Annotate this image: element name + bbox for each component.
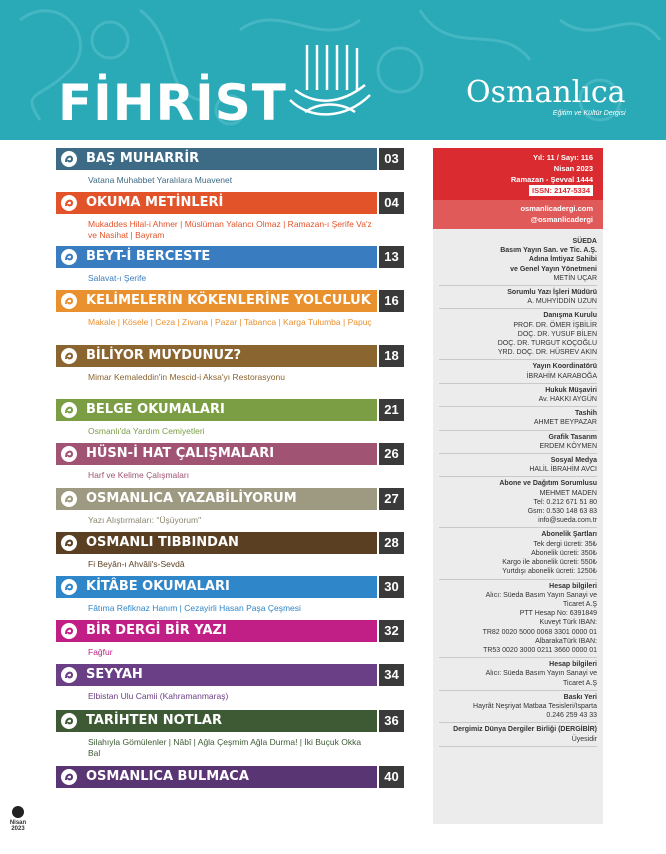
credit-value: Av. HAKKI AYGÜN xyxy=(538,396,597,404)
credit-label: Abone ve Dağıtım Sorumlusu xyxy=(499,480,597,488)
credit-value: Tek dergi ücreti: 35₺ Abonelik ücreti: 350₺ Kargo ile abonelik ücreti: 550₺ Yurtdışı abonelik ücreti: 1250₺ xyxy=(502,540,597,576)
credit-block xyxy=(439,309,597,360)
credit-label: Sosyal Medya xyxy=(550,457,597,465)
credit-label: Baskı Yeri xyxy=(563,693,597,701)
footer-issue-mark xyxy=(3,806,33,832)
toc-section-bar xyxy=(56,246,404,268)
section-subtitle: Fâtıma Refiknaz Hanım | Cezayirli Hasan Paşa Çeşmesi xyxy=(88,603,301,613)
credit-label: Dergimiz Dünya Dergiler Birliği (DERGİBİR) xyxy=(453,726,597,734)
issue-line: Nisan 2023 xyxy=(553,164,593,173)
credit-label: SÜEDA xyxy=(572,238,597,245)
toc-section-bar xyxy=(56,290,404,312)
brand-circle-icon xyxy=(61,446,77,462)
toc-entry[interactable] xyxy=(56,148,404,186)
section-title: BİLİYOR MUYDUNUZ? xyxy=(86,348,242,363)
brand-circle-icon xyxy=(61,579,77,595)
page-number: 27 xyxy=(379,488,404,510)
social-links xyxy=(433,200,603,229)
page-number: 36 xyxy=(379,710,404,732)
issue-line: Ramazan - Şevval 1444 xyxy=(510,175,593,184)
credit-value: Alıcı: Süeda Basım Yayın Sanayi ve Ticaret A.Ş xyxy=(485,670,597,687)
toc-entry[interactable] xyxy=(56,576,404,614)
toc-section-bar xyxy=(56,148,404,170)
toc-section-bar xyxy=(56,766,404,788)
brand-circle-icon xyxy=(61,535,77,551)
section-title: BEYT-İ BERCESTE xyxy=(86,249,211,264)
credit-label: Abonelik Şartları xyxy=(541,531,597,539)
section-subtitle: Silahıyla Gömülenler | Nâbî | Ağla Çeşmim Ağla Durma! | İki Buçuk Okka Bal xyxy=(88,737,362,758)
masthead-panel xyxy=(433,148,603,824)
section-subtitle: Fağfur xyxy=(88,647,113,657)
toc-entry[interactable] xyxy=(56,710,404,759)
section-title: KİTÂBE OKUMALARI xyxy=(86,579,230,594)
toc-section-bar xyxy=(56,620,404,642)
credit-block xyxy=(439,407,597,430)
brand-circle-icon xyxy=(61,713,77,729)
toc-entry[interactable] xyxy=(56,192,404,241)
page-number: 30 xyxy=(379,576,404,598)
website-link[interactable]: osmanlicadergi.com xyxy=(520,204,593,213)
toc-entry[interactable] xyxy=(56,620,404,658)
brand-circle-icon xyxy=(61,667,77,683)
page-number: 18 xyxy=(379,345,404,367)
section-title: HÜSN-İ HAT ÇALIŞMALARI xyxy=(86,446,275,461)
credit-label: Yayın Koordinatörü xyxy=(532,363,597,371)
toc-entry[interactable] xyxy=(56,246,404,284)
brand-logo xyxy=(466,75,626,117)
masthead-credits xyxy=(433,229,603,747)
credit-value: MEHMET MADEN Tel: 0.212 671 51 80 Gsm: 0.530 148 63 83 info@sueda.com.tr xyxy=(527,489,597,525)
section-title: SEYYAH xyxy=(86,667,143,682)
brand-circle-icon xyxy=(61,151,77,167)
section-subtitle: Mukaddes Hilal-i Ahmer | Müslüman Yalancı Olmaz | Ramazan-ı Şerife Va'z ve Nasihat | Bayram xyxy=(88,219,372,240)
toc-entry[interactable] xyxy=(56,399,404,437)
section-title: BİR DERGİ BİR YAZI xyxy=(86,623,227,638)
credit-value: HALİL İBRAHİM AVCI xyxy=(529,466,597,474)
page-number: 26 xyxy=(379,443,404,465)
credit-label-line: ve Genel Yayın Yönetmeni xyxy=(510,265,597,273)
credit-value: Hayrât Neşriyat Matbaa Tesisleri/Isparta 0.246 259 43 33 xyxy=(473,702,597,720)
section-title: TARİHTEN NOTLAR xyxy=(86,713,222,728)
header-banner xyxy=(0,0,666,140)
credit-block xyxy=(439,580,597,659)
brand-circle-icon xyxy=(61,348,77,364)
credit-block xyxy=(439,477,597,528)
toc-section-bar xyxy=(56,443,404,465)
toc-section-bar xyxy=(56,664,404,686)
issue-line: Yıl: 11 / Sayı: 116 xyxy=(532,153,593,162)
page-number: 21 xyxy=(379,399,404,421)
section-title: OKUMA METİNLERİ xyxy=(86,195,224,210)
credit-block xyxy=(439,723,597,746)
section-subtitle: Salavat-ı Şerife xyxy=(88,273,147,283)
credit-value: PROF. DR. ÖMER İŞBİLİR DOÇ. DR. YUSUF BİLEN DOÇ. DR. TURGUT KOÇOĞLU YRD. DOÇ. DR. HÜSREV AKIN xyxy=(497,321,597,357)
credit-label: Sorumlu Yazı İşleri Müdürü xyxy=(507,289,597,297)
section-subtitle: Fi Beyân-ı Ahvâli's-Sevdâ xyxy=(88,559,185,569)
credit-value: A. MUHYİDDİN UZUN xyxy=(527,298,597,306)
page-number: 34 xyxy=(379,664,404,686)
section-subtitle: Osmanlı'da Yardım Cemiyetleri xyxy=(88,426,205,436)
credit-block xyxy=(439,431,597,454)
page-number: 03 xyxy=(379,148,404,170)
toc-entry[interactable] xyxy=(56,766,404,788)
toc-section-bar xyxy=(56,488,404,510)
social-handle[interactable]: @osmanlicadergi xyxy=(530,215,593,224)
logo-wordmark: Osmanlıca xyxy=(466,75,626,110)
page-number: 13 xyxy=(379,246,404,268)
footer-month: Nisan xyxy=(9,820,27,826)
toc-entry[interactable] xyxy=(56,443,404,481)
brand-circle-icon xyxy=(61,769,77,785)
logo-tagline: Eğitim ve Kültür Dergisi xyxy=(552,110,626,117)
toc-entry[interactable] xyxy=(56,345,404,383)
toc-entry[interactable] xyxy=(56,532,404,570)
toc-section-bar xyxy=(56,710,404,732)
footer-year: 2023 xyxy=(11,826,25,832)
section-title: OSMANLI TIBBINDAN xyxy=(86,535,239,550)
toc-section-bar xyxy=(56,192,404,214)
credit-label-line: Adına İmtiyaz Sahibi xyxy=(528,256,597,264)
credit-block xyxy=(439,691,597,724)
credit-value: METİN UÇAR xyxy=(553,274,597,282)
credit-block xyxy=(439,360,597,383)
toc-entry[interactable] xyxy=(56,664,404,702)
section-subtitle: Elbistan Ulu Camii (Kahramanmaraş) xyxy=(88,691,229,701)
credit-block xyxy=(439,658,597,691)
brand-circle-icon xyxy=(12,806,24,818)
credit-label: Grafik Tasarım xyxy=(548,433,597,441)
toc-entry[interactable] xyxy=(56,488,404,526)
credit-block xyxy=(439,528,597,579)
toc-entry[interactable] xyxy=(56,290,404,328)
section-title: OSMANLICA BULMACA xyxy=(86,769,249,784)
brand-circle-icon xyxy=(61,249,77,265)
page-title: FİHRİST xyxy=(58,74,287,132)
calligraphy-emblem xyxy=(285,40,375,125)
brand-circle-icon xyxy=(61,491,77,507)
toc-section-bar xyxy=(56,345,404,367)
credit-label: Hesap bilgileri xyxy=(549,582,597,590)
brand-circle-icon xyxy=(61,402,77,418)
page-number: 28 xyxy=(379,532,404,554)
section-title: OSMANLICA YAZABİLİYORUM xyxy=(86,491,297,506)
section-subtitle: Mimar Kemaleddin'in Mescid-i Aksa'yı Restorasyonu xyxy=(88,372,285,382)
section-title: BAŞ MUHARRİR xyxy=(86,151,200,166)
section-subtitle: Vatana Muhabbet Yaralılara Muavenet xyxy=(88,175,233,185)
credit-label: Tashih xyxy=(574,410,597,418)
section-subtitle: Yazı Alıştırmaları: "Üşüyorum" xyxy=(88,515,202,525)
toc-section-bar xyxy=(56,532,404,554)
brand-circle-icon xyxy=(61,293,77,309)
section-title: KELİMELERİN KÖKENLERİNE YOLCULUK xyxy=(86,293,371,308)
section-subtitle: Harf ve Kelime Çalışmaları xyxy=(88,470,190,480)
credit-value: İBRAHİM KARABOĞA xyxy=(526,372,597,380)
credit-label: Hukuk Müşaviri xyxy=(545,386,597,394)
issue-info xyxy=(433,148,603,200)
toc-section-bar xyxy=(56,399,404,421)
credit-value: AHMET BEYPAZAR xyxy=(533,419,597,427)
credit-value: ERDEM KÖYMEN xyxy=(539,442,597,450)
issn-badge: ISSN: 2147-5334 xyxy=(529,185,593,196)
credit-label-line: Basım Yayın San. ve Tic. A.Ş. xyxy=(500,247,597,255)
section-title: BELGE OKUMALARI xyxy=(86,402,225,417)
credit-block xyxy=(439,384,597,407)
section-subtitle: Makale | Kösele | Ceza | Zıvana | Pazar | Tabanca | Karga Tulumba | Papuç xyxy=(88,317,372,327)
credit-label: Danışma Kurulu xyxy=(543,312,597,320)
page-number: 04 xyxy=(379,192,404,214)
brand-circle-icon xyxy=(61,195,77,211)
brand-circle-icon xyxy=(61,623,77,639)
page-number: 40 xyxy=(379,766,404,788)
credit-block xyxy=(439,235,597,286)
credit-value: Alıcı: Süeda Basım Yayın Sanayi ve Ticaret A.Ş PTT Hesap No: 6391849 Kuveyt Türk IBAN: TR82 0020 5000 0068 3301 0000 01 AlbarakaTürk IBAN: TR53 0020 3000 0211 3660 0000 01 xyxy=(482,591,597,654)
toc-section-bar xyxy=(56,576,404,598)
credit-value: Üyesidir xyxy=(571,735,597,743)
credit-block xyxy=(439,454,597,477)
page-number: 16 xyxy=(379,290,404,312)
page-number: 32 xyxy=(379,620,404,642)
credit-label: Hesap bilgileri xyxy=(549,661,597,669)
credit-block xyxy=(439,286,597,309)
